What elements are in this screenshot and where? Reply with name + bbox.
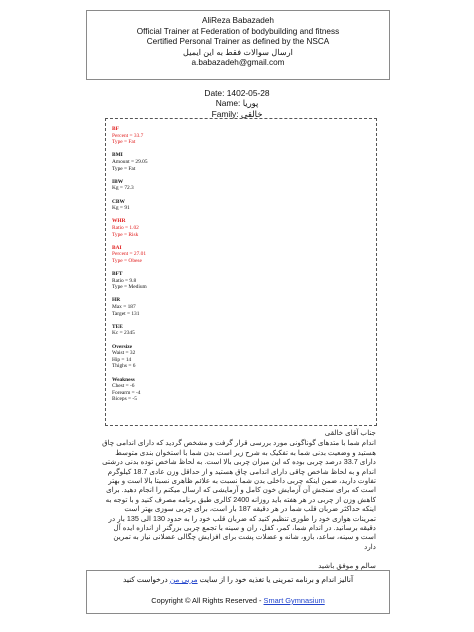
metric-name: BMI: [112, 152, 123, 159]
metric-name: BF: [112, 126, 119, 132]
trainer-title-2: Certified Personal Trainer as defined by the NSCA: [146, 37, 330, 47]
metric-value: Kc = 2345: [112, 330, 135, 337]
analysis-closing: سالم و موفق باشید: [318, 561, 376, 571]
name-value: پوریا: [242, 98, 259, 109]
metric-value: Type = Medium: [112, 284, 147, 291]
date-label: Date:: [204, 88, 225, 98]
metric-value: Max = 187: [112, 304, 136, 311]
footer-copyright: [87, 596, 389, 605]
metric-value: Target = 131: [112, 310, 140, 317]
metrics-list: [112, 126, 148, 410]
metric-name: Weakness: [112, 376, 135, 383]
footer: [86, 570, 390, 614]
copyright-text: Copyright © All Rights Reserved -: [151, 596, 262, 605]
metric-bai: [112, 245, 148, 265]
metric-ibw: [112, 179, 148, 192]
metric-name: CBW: [112, 198, 125, 205]
metric-bf: [112, 126, 148, 146]
metric-name: TEE: [112, 323, 123, 330]
metric-name: BAI: [112, 244, 122, 251]
metric-name: HR: [112, 297, 121, 304]
metric-cbw: [112, 199, 148, 212]
metric-name: WHR: [112, 218, 126, 225]
metric-value: Biceps = -5: [112, 396, 137, 403]
metric-tee: [112, 324, 148, 337]
metric-value: Percent = 27.01: [112, 251, 147, 258]
metric-value: Amount = 29.05: [112, 158, 148, 165]
trainer-title-1: Official Trainer at Federation of bodybuilding and fitness: [136, 26, 340, 36]
metric-value: Thighs = 6: [112, 363, 136, 370]
metric-value: Percent = 33.7: [112, 132, 144, 139]
date-value: 1402-05-28: [226, 88, 270, 98]
metric-value: Type = Obese: [112, 257, 142, 264]
metric-value: Kg = 91: [112, 205, 130, 212]
metric-value: Waist = 32: [112, 350, 136, 357]
metric-value: Type = Risk: [112, 231, 139, 238]
trainer-email[interactable]: a.babazadeh@gmail.com: [191, 58, 285, 68]
metric-whr: [112, 218, 148, 238]
coach-link[interactable]: مربی من: [169, 575, 198, 584]
metrics-panel: [105, 118, 377, 426]
trainer-header: [86, 10, 390, 80]
metric-value: Kg = 72.3: [112, 185, 134, 192]
smart-gymnasium-link[interactable]: Smart Gymnasium: [263, 596, 325, 605]
metric-value: Ratio = 9.8: [112, 277, 137, 284]
metric-name: IBW: [112, 178, 124, 185]
name-label: Name:: [215, 98, 241, 109]
metric-hr: [112, 297, 148, 317]
cta-prefix: آنالیز اندام و برنامه تمرینی یا تغذیه خود را از سایت: [199, 575, 354, 584]
name-row: [0, 98, 474, 108]
metric-value: Type = Fat: [112, 139, 136, 146]
analysis-greeting: جناب آقای خالقی: [324, 428, 376, 437]
trainer-name: AliReza Babazadeh: [202, 16, 274, 25]
metric-value: Chest = -6: [112, 383, 135, 390]
footer-cta: [87, 575, 389, 584]
date-row: [0, 88, 474, 98]
cta-suffix: درخواست کنید: [122, 575, 168, 584]
family-value: خالقی: [240, 108, 263, 119]
metric-oversize: [112, 344, 148, 370]
metric-value: Forearm = -4: [112, 389, 141, 396]
analysis-text: [100, 428, 376, 571]
metric-value: Type = Fat: [112, 165, 136, 172]
metric-name: BFT: [112, 271, 123, 278]
metric-bft: [112, 271, 148, 291]
email-note: ارسال سوالات فقط به این ایمیل: [183, 47, 293, 57]
metric-weakness: [112, 377, 148, 403]
metric-value: Hip = 14: [112, 356, 132, 363]
metric-bmi: [112, 152, 148, 172]
metric-value: Ratio = 1.02: [112, 224, 139, 231]
client-info: [0, 88, 474, 119]
family-label: Family:: [211, 108, 239, 119]
analysis-body: اندام شما با متدهای گوناگونی مورد بررسی قرار گرفت و مشخص گردید که دارای اندامی چاق هستید و وضعیت بدنی شما به تفکیک به شرح زیر است بدن شما با استخوان بندی متوسط دارای 33.7 درصد چربی بوده که این میزان چربی بالا است. به لحاظ شاخص توده بدنی درشتی اندام و به لحاظ شاخص چاقی دارای اندامی چاق هستید و از حداقل وزن عادی 18.7 کیلوگرم تفاوت دارید، ضمن اینکه چربی داخلی بدن شما نسبت به علائم ظاهری نسبتا بالا است و بهتر است که برای سنجش آن آزمایش خون کامل و آزمایشی که ارسال میکنم را انجام دهید. برای کاهش وزن از چربی در هر هفته باید روزانه 2400 کالری طبق برنامه مصرف کنید و با توجه به اینکه حداکثر ضربان قلب شما در هر دقیقه 187 بار است، برای چربی سوزی بهتر است تمرینات هوازی خود را طوری تنظیم کنید که ضربان قلب خود را به حدود 130 الی 135 بار در دقیقه برسانید. در اندام شما، کمر، کفل، ران و سینه با تجمع چربی بزرگتر از اندازه ایده آل است و سینه، ساعد، بازو، شانه و عضلات پشت برای افزایش چگالی عضلانی نیاز به تمرین دارد: [102, 438, 376, 551]
metric-name: Oversize: [112, 343, 133, 350]
